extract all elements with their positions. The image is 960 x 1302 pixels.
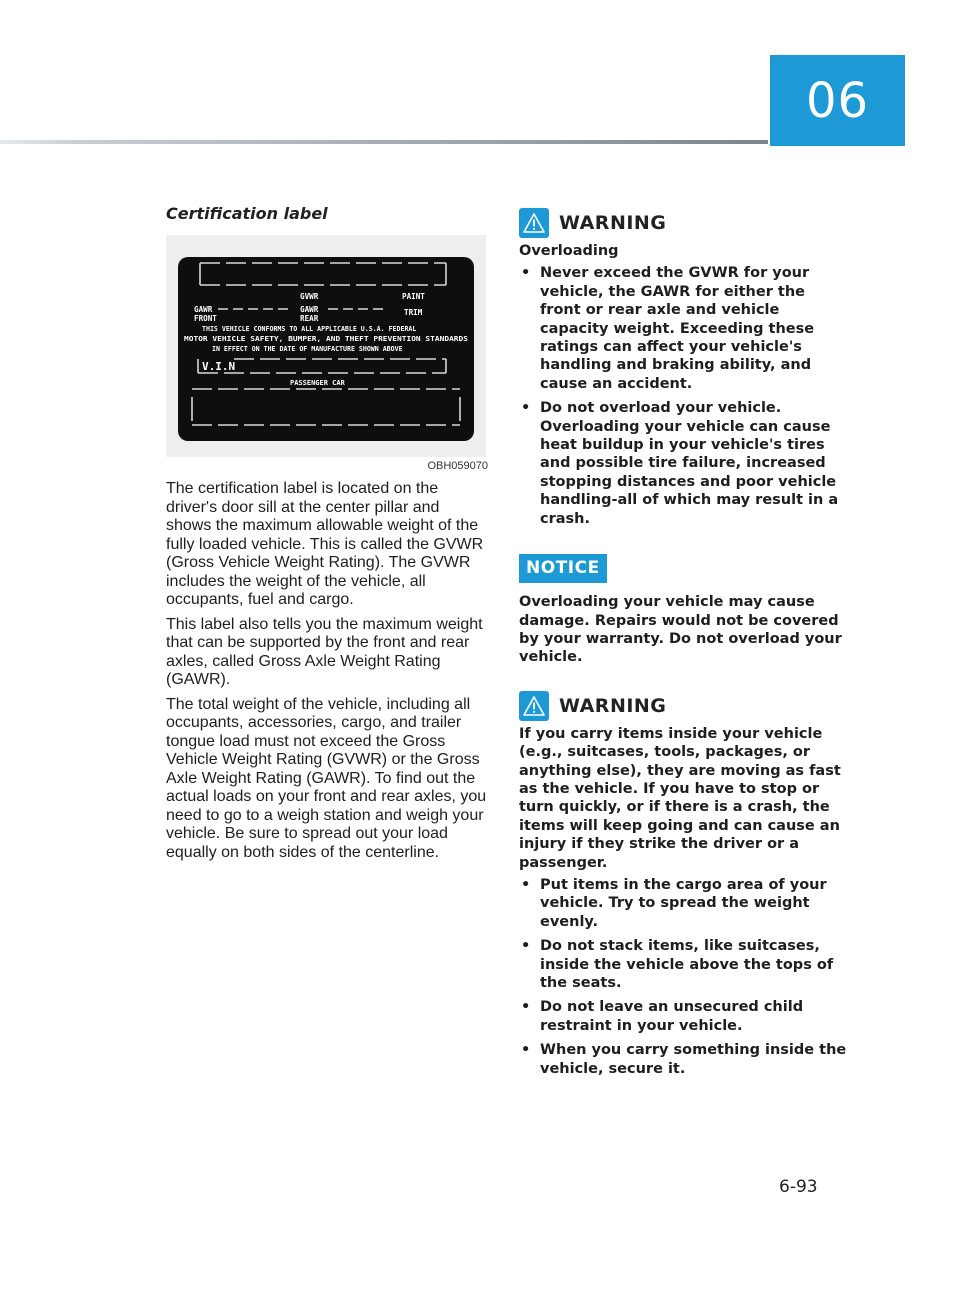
header-rule — [0, 140, 768, 144]
label-line3: IN EFFECT ON THE DATE OF MANUFACTURE SHOWN ABOVE — [212, 345, 403, 353]
label-line2: MOTOR VEHICLE SAFETY, BUMPER, AND THEFT PREVENTION STANDARDS — [184, 335, 469, 343]
chapter-tab: 06 — [770, 55, 905, 146]
list-item-text: Never exceed the GVWR for your vehicle, the GAWR for either the front or rear axle and vehicle capacity weight. Exceeding these ratings can affect your vehicle's handling and braking ability, and cause an accident. — [540, 265, 815, 392]
bullet-dot: • — [521, 999, 531, 1016]
warning-cargo — [519, 691, 849, 1078]
paragraph-3: The total weight of the vehicle, including all occupants, accessories, cargo, and trailer tongue load must not exceed the Gross Vehicle Weight Rating (GVWR) or the Gross Axle Weight Rating (GAWR). To find out the actual loads on your front and rear axles, you need to go to a weigh station and weigh your vehicle. Be sure to spread out your load equally on both sides of the centerline. — [166, 695, 487, 861]
label-paint: PAINT — [402, 292, 425, 301]
warning-title: WARNING — [559, 694, 667, 717]
bullet-dot: • — [521, 1042, 531, 1059]
list-item-text: Put items in the cargo area of your vehicle. Try to spread the weight evenly. — [540, 876, 827, 930]
label-trim: TRIM — [404, 308, 423, 317]
warning2-bullets — [519, 876, 849, 1078]
list-item — [519, 399, 849, 528]
certification-label-illustration — [178, 257, 474, 441]
list-item — [519, 1041, 849, 1078]
label-line1: THIS VEHICLE CONFORMS TO ALL APPLICABLE U.S.A. FEDERAL — [202, 325, 417, 333]
list-item — [519, 998, 849, 1035]
list-item — [519, 876, 849, 931]
list-item — [519, 937, 849, 992]
warning-overloading — [519, 208, 849, 528]
label-gawr-front-2: FRONT — [194, 314, 217, 323]
list-item-text: Do not overload your vehicle. Overloading your vehicle can cause heat buildup in your vehicle's tires and possible tire failure, increased stopping distances and poor vehicle handling-all of which may result in a crash. — [540, 400, 839, 527]
bullet-dot: • — [521, 265, 531, 282]
list-item-text: Do not leave an unsecured child restraint in your vehicle. — [540, 999, 804, 1034]
warning-header — [519, 208, 849, 238]
paragraph-1: The certification label is located on the driver's door sill at the center pillar and shows the maximum allowable weight of the fully loaded vehicle. This is called the GVWR (Gross Vehicle Weight Rating). The GVWR includes the weight of the vehicle, all occupants, fuel and cargo. — [166, 480, 484, 608]
warning-intro: If you carry items inside your vehicle (e.g., suitcases, tools, packages, or anything else), they are moving as fast as the vehicle. If you have to stop or turn quickly, or if there is a crash, the items will keep going and can cause an injury if they strike the driver or a passenger. — [519, 725, 841, 871]
warning-subtitle: Overloading — [519, 243, 619, 259]
right-column — [519, 208, 849, 1084]
label-gvwr: GVWR — [300, 292, 319, 301]
list-item-text: When you carry something inside the vehicle, secure it. — [540, 1042, 847, 1077]
left-column — [166, 204, 488, 868]
list-item-text: Do not stack items, like suitcases, inside the vehicle above the tops of the seats. — [540, 938, 834, 991]
label-passenger-car: PASSENGER CAR — [290, 379, 345, 387]
notice-text: Overloading your vehicle may cause damage. Repairs would not be covered by your warranty. Do not overload your vehicle. — [519, 594, 842, 666]
notice-badge: NOTICE — [519, 554, 607, 583]
certification-label-figure — [166, 235, 486, 457]
label-gawr-rear-1: GAWR — [300, 305, 319, 314]
warning-header — [519, 691, 849, 721]
warning-triangle-icon — [519, 208, 549, 238]
bullet-dot: • — [521, 938, 531, 955]
label-gawr-rear-2: REAR — [300, 314, 319, 323]
bullet-dot: • — [521, 876, 531, 893]
paragraph-2: This label also tells you the maximum weight that can be supported by the front and rear axles, called Gross Axle Weight Rating (GAWR). — [166, 615, 483, 688]
warning-title: WARNING — [559, 212, 667, 234]
label-vin: V.I.N — [202, 360, 236, 373]
figure-code: OBH059070 — [427, 460, 488, 472]
warning-triangle-icon — [519, 691, 549, 721]
page-number: 6-93 — [779, 1177, 818, 1197]
notice-block — [519, 534, 849, 667]
section-title: Certification label — [166, 204, 328, 223]
list-item — [519, 264, 849, 393]
label-gawr-front-1: GAWR — [194, 305, 213, 314]
bullet-dot: • — [521, 400, 531, 417]
warning1-bullets — [519, 264, 849, 528]
